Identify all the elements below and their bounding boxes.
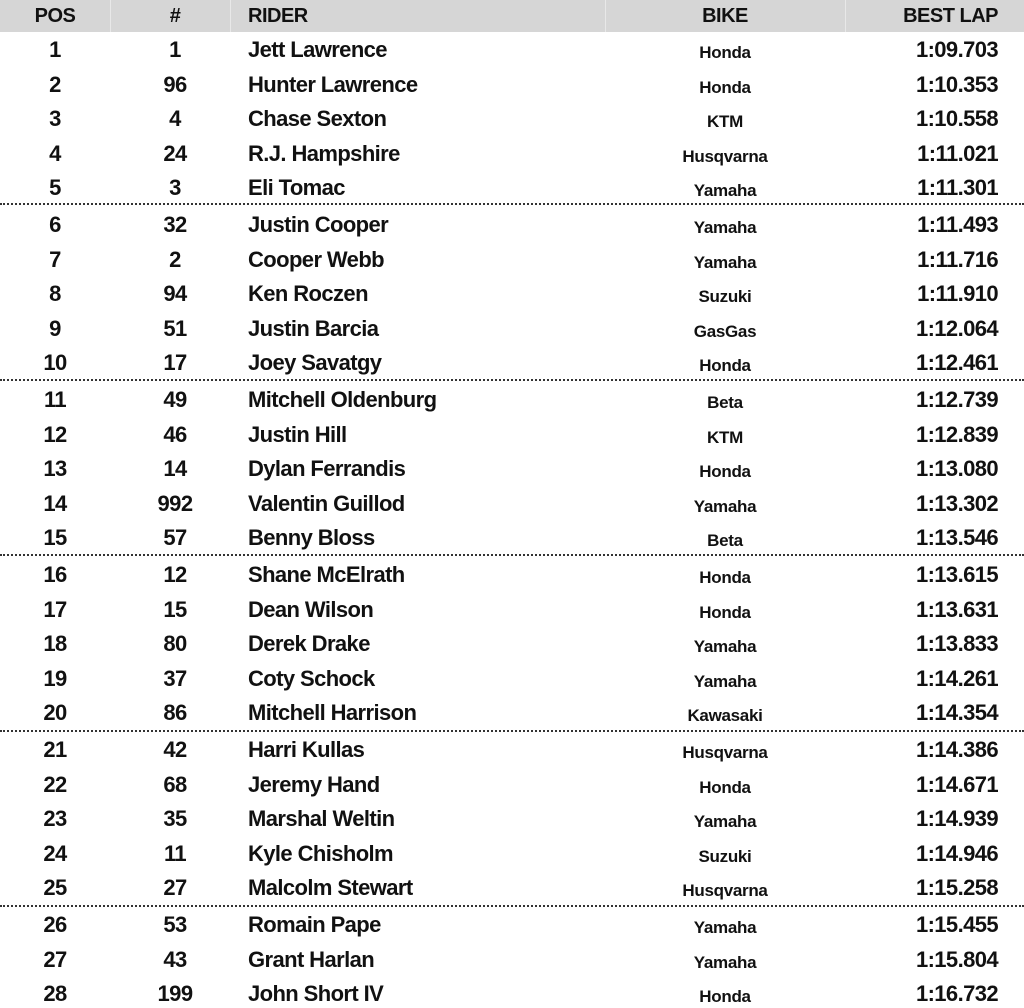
cell-bike: Husqvarna (682, 881, 768, 900)
cell-best-lap: 1:11.021 (917, 141, 998, 166)
table-row (0, 662, 1024, 696)
table-row (0, 627, 1024, 661)
cell-pos: 28 (43, 981, 67, 1006)
table-row (0, 243, 1024, 277)
cell-number: 53 (163, 912, 187, 937)
cell-rider: Justin Cooper (248, 212, 389, 237)
cell-rider: Shane McElrath (248, 562, 405, 587)
cell-rider: Justin Barcia (248, 316, 379, 341)
cell-bike: KTM (707, 112, 743, 131)
cell-rider: Justin Hill (248, 422, 347, 447)
table-row (0, 521, 1024, 555)
cell-rider: Hunter Lawrence (248, 72, 418, 97)
header-pos: POS (34, 5, 76, 27)
cell-best-lap: 1:13.615 (915, 562, 998, 587)
cell-best-lap: 1:10.353 (915, 72, 998, 97)
header-number: # (169, 5, 181, 27)
cell-rider: Chase Sexton (248, 106, 387, 131)
cell-pos: 17 (43, 597, 67, 622)
cell-number: 14 (163, 456, 187, 481)
cell-number: 51 (163, 316, 187, 341)
cell-best-lap: 1:14.386 (915, 737, 998, 762)
cell-number: 199 (157, 981, 193, 1006)
cell-bike: Yamaha (693, 812, 757, 831)
table-row (0, 68, 1024, 102)
cell-rider: Romain Pape (248, 912, 381, 937)
cell-bike: Beta (707, 393, 743, 412)
cell-bike: GasGas (693, 322, 757, 341)
cell-rider: John Short IV (248, 981, 384, 1006)
cell-best-lap: 1:09.703 (915, 37, 998, 62)
cell-rider: Eli Tomac (248, 175, 345, 200)
cell-bike: KTM (707, 428, 743, 447)
cell-pos: 9 (49, 316, 61, 341)
cell-number: 11 (163, 841, 187, 866)
cell-number: 992 (157, 491, 193, 516)
cell-best-lap: 1:15.804 (915, 947, 998, 972)
cell-number: 4 (169, 106, 181, 131)
cell-bike: Yamaha (693, 953, 757, 972)
table-row (0, 102, 1024, 136)
cell-best-lap: 1:12.461 (915, 350, 998, 375)
cell-pos: 3 (49, 106, 61, 131)
table-row (0, 487, 1024, 521)
cell-pos: 20 (43, 700, 67, 725)
cell-number: 42 (163, 737, 187, 762)
cell-pos: 18 (43, 631, 67, 656)
table-row (0, 452, 1024, 486)
table-row (0, 33, 1024, 67)
cell-best-lap: 1:15.455 (915, 912, 998, 937)
cell-best-lap: 1:13.080 (915, 456, 998, 481)
cell-rider: Joey Savatgy (248, 350, 382, 375)
table-row (0, 768, 1024, 802)
cell-number: 68 (163, 772, 187, 797)
cell-best-lap: 1:10.558 (915, 106, 998, 131)
cell-number: 94 (163, 281, 187, 306)
cell-pos: 12 (43, 422, 67, 447)
cell-pos: 4 (49, 141, 61, 166)
cell-best-lap: 1:13.631 (915, 597, 998, 622)
table-row (0, 383, 1024, 417)
group-divider (0, 730, 1024, 732)
cell-rider: Derek Drake (248, 631, 370, 656)
cell-pos: 1 (49, 37, 61, 62)
group-divider (0, 905, 1024, 907)
table-row (0, 312, 1024, 346)
cell-best-lap: 1:11.716 (917, 247, 998, 272)
cell-rider: Harri Kullas (248, 737, 365, 762)
cell-best-lap: 1:14.939 (915, 806, 998, 831)
table-row (0, 908, 1024, 942)
cell-pos: 19 (43, 666, 67, 691)
cell-pos: 25 (43, 875, 67, 900)
table-row (0, 977, 1024, 1008)
cell-number: 32 (163, 212, 187, 237)
cell-best-lap: 1:11.910 (917, 281, 998, 306)
cell-number: 35 (163, 806, 187, 831)
cell-number: 37 (163, 666, 187, 691)
cell-best-lap: 1:12.739 (915, 387, 998, 412)
cell-best-lap: 1:13.302 (915, 491, 998, 516)
cell-best-lap: 1:14.946 (915, 841, 998, 866)
cell-number: 27 (163, 875, 187, 900)
table-row (0, 208, 1024, 242)
cell-bike: Honda (699, 356, 751, 375)
cell-pos: 22 (43, 772, 67, 797)
cell-bike: Kawasaki (687, 706, 763, 725)
cell-bike: Yamaha (693, 181, 757, 200)
table-row (0, 802, 1024, 836)
cell-pos: 13 (43, 456, 67, 481)
cell-number: 3 (169, 175, 181, 200)
cell-rider: Dylan Ferrandis (248, 456, 406, 481)
group-divider (0, 203, 1024, 205)
table-row (0, 837, 1024, 871)
cell-bike: Husqvarna (682, 147, 768, 166)
cell-number: 49 (163, 387, 187, 412)
cell-number: 80 (163, 631, 187, 656)
cell-rider: Jeremy Hand (248, 772, 380, 797)
cell-best-lap: 1:14.671 (915, 772, 998, 797)
cell-best-lap: 1:13.833 (915, 631, 998, 656)
cell-number: 46 (163, 422, 187, 447)
table-row (0, 871, 1024, 905)
cell-pos: 6 (49, 212, 61, 237)
cell-number: 86 (163, 700, 187, 725)
cell-bike: Yamaha (693, 253, 757, 272)
table-row (0, 593, 1024, 627)
cell-number: 2 (169, 247, 181, 272)
cell-rider: Coty Schock (248, 666, 375, 691)
cell-number: 12 (163, 562, 187, 587)
cell-number: 15 (163, 597, 187, 622)
cell-best-lap: 1:13.546 (915, 525, 998, 550)
cell-pos: 14 (43, 491, 67, 516)
cell-rider: R.J. Hampshire (248, 141, 400, 166)
cell-pos: 21 (43, 737, 67, 762)
table-row (0, 418, 1024, 452)
cell-bike: Yamaha (693, 637, 757, 656)
cell-rider: Kyle Chisholm (248, 841, 394, 866)
cell-number: 96 (163, 72, 187, 97)
header-bike: BIKE (702, 5, 748, 27)
cell-bike: Honda (699, 987, 751, 1006)
group-divider (0, 379, 1024, 381)
table-row (0, 696, 1024, 730)
cell-pos: 26 (43, 912, 67, 937)
cell-rider: Marshal Weltin (248, 806, 395, 831)
header-best-lap: BEST LAP (903, 5, 998, 27)
cell-bike: Yamaha (693, 497, 757, 516)
table-row (0, 943, 1024, 977)
cell-pos: 24 (43, 841, 67, 866)
cell-pos: 16 (43, 562, 67, 587)
cell-rider: Cooper Webb (248, 247, 384, 272)
cell-bike: Honda (699, 568, 751, 587)
cell-bike: Husqvarna (682, 743, 768, 762)
table-row (0, 558, 1024, 592)
cell-rider: Grant Harlan (248, 947, 375, 972)
cell-bike: Honda (699, 78, 751, 97)
cell-best-lap: 1:12.839 (915, 422, 998, 447)
cell-bike: Honda (699, 603, 751, 622)
cell-rider: Malcolm Stewart (248, 875, 413, 900)
cell-number: 24 (163, 141, 187, 166)
cell-bike: Honda (699, 778, 751, 797)
cell-best-lap: 1:11.301 (917, 175, 998, 200)
cell-number: 17 (163, 350, 187, 375)
cell-rider: Mitchell Harrison (248, 700, 417, 725)
cell-pos: 8 (49, 281, 61, 306)
cell-pos: 27 (43, 947, 67, 972)
group-divider (0, 554, 1024, 556)
cell-rider: Jett Lawrence (248, 37, 387, 62)
table-row (0, 346, 1024, 380)
cell-rider: Valentin Guillod (248, 491, 405, 516)
cell-rider: Benny Bloss (248, 525, 375, 550)
cell-pos: 7 (49, 247, 61, 272)
cell-pos: 15 (43, 525, 67, 550)
cell-pos: 23 (43, 806, 67, 831)
cell-best-lap: 1:12.064 (915, 316, 998, 341)
cell-best-lap: 1:14.354 (915, 700, 998, 725)
cell-pos: 2 (49, 72, 61, 97)
cell-number: 1 (169, 37, 181, 62)
cell-bike: Suzuki (698, 287, 752, 306)
cell-number: 43 (163, 947, 187, 972)
table-row (0, 137, 1024, 171)
cell-bike: Yamaha (693, 672, 757, 691)
table-row (0, 171, 1024, 205)
cell-bike: Yamaha (693, 218, 757, 237)
cell-pos: 10 (43, 350, 67, 375)
cell-best-lap: 1:14.261 (915, 666, 998, 691)
header-rider: RIDER (248, 5, 308, 27)
cell-number: 57 (163, 525, 187, 550)
cell-rider: Dean Wilson (248, 597, 374, 622)
cell-bike: Suzuki (698, 847, 752, 866)
cell-best-lap: 1:16.732 (915, 981, 998, 1006)
cell-pos: 11 (43, 387, 67, 412)
table-row (0, 277, 1024, 311)
cell-bike: Honda (699, 43, 751, 62)
cell-rider: Mitchell Oldenburg (248, 387, 437, 412)
cell-bike: Honda (699, 462, 751, 481)
cell-bike: Beta (707, 531, 743, 550)
cell-bike: Yamaha (693, 918, 757, 937)
cell-rider: Ken Roczen (248, 281, 368, 306)
cell-pos: 5 (49, 175, 61, 200)
cell-best-lap: 1:11.493 (917, 212, 998, 237)
table-row (0, 733, 1024, 767)
cell-best-lap: 1:15.258 (915, 875, 998, 900)
